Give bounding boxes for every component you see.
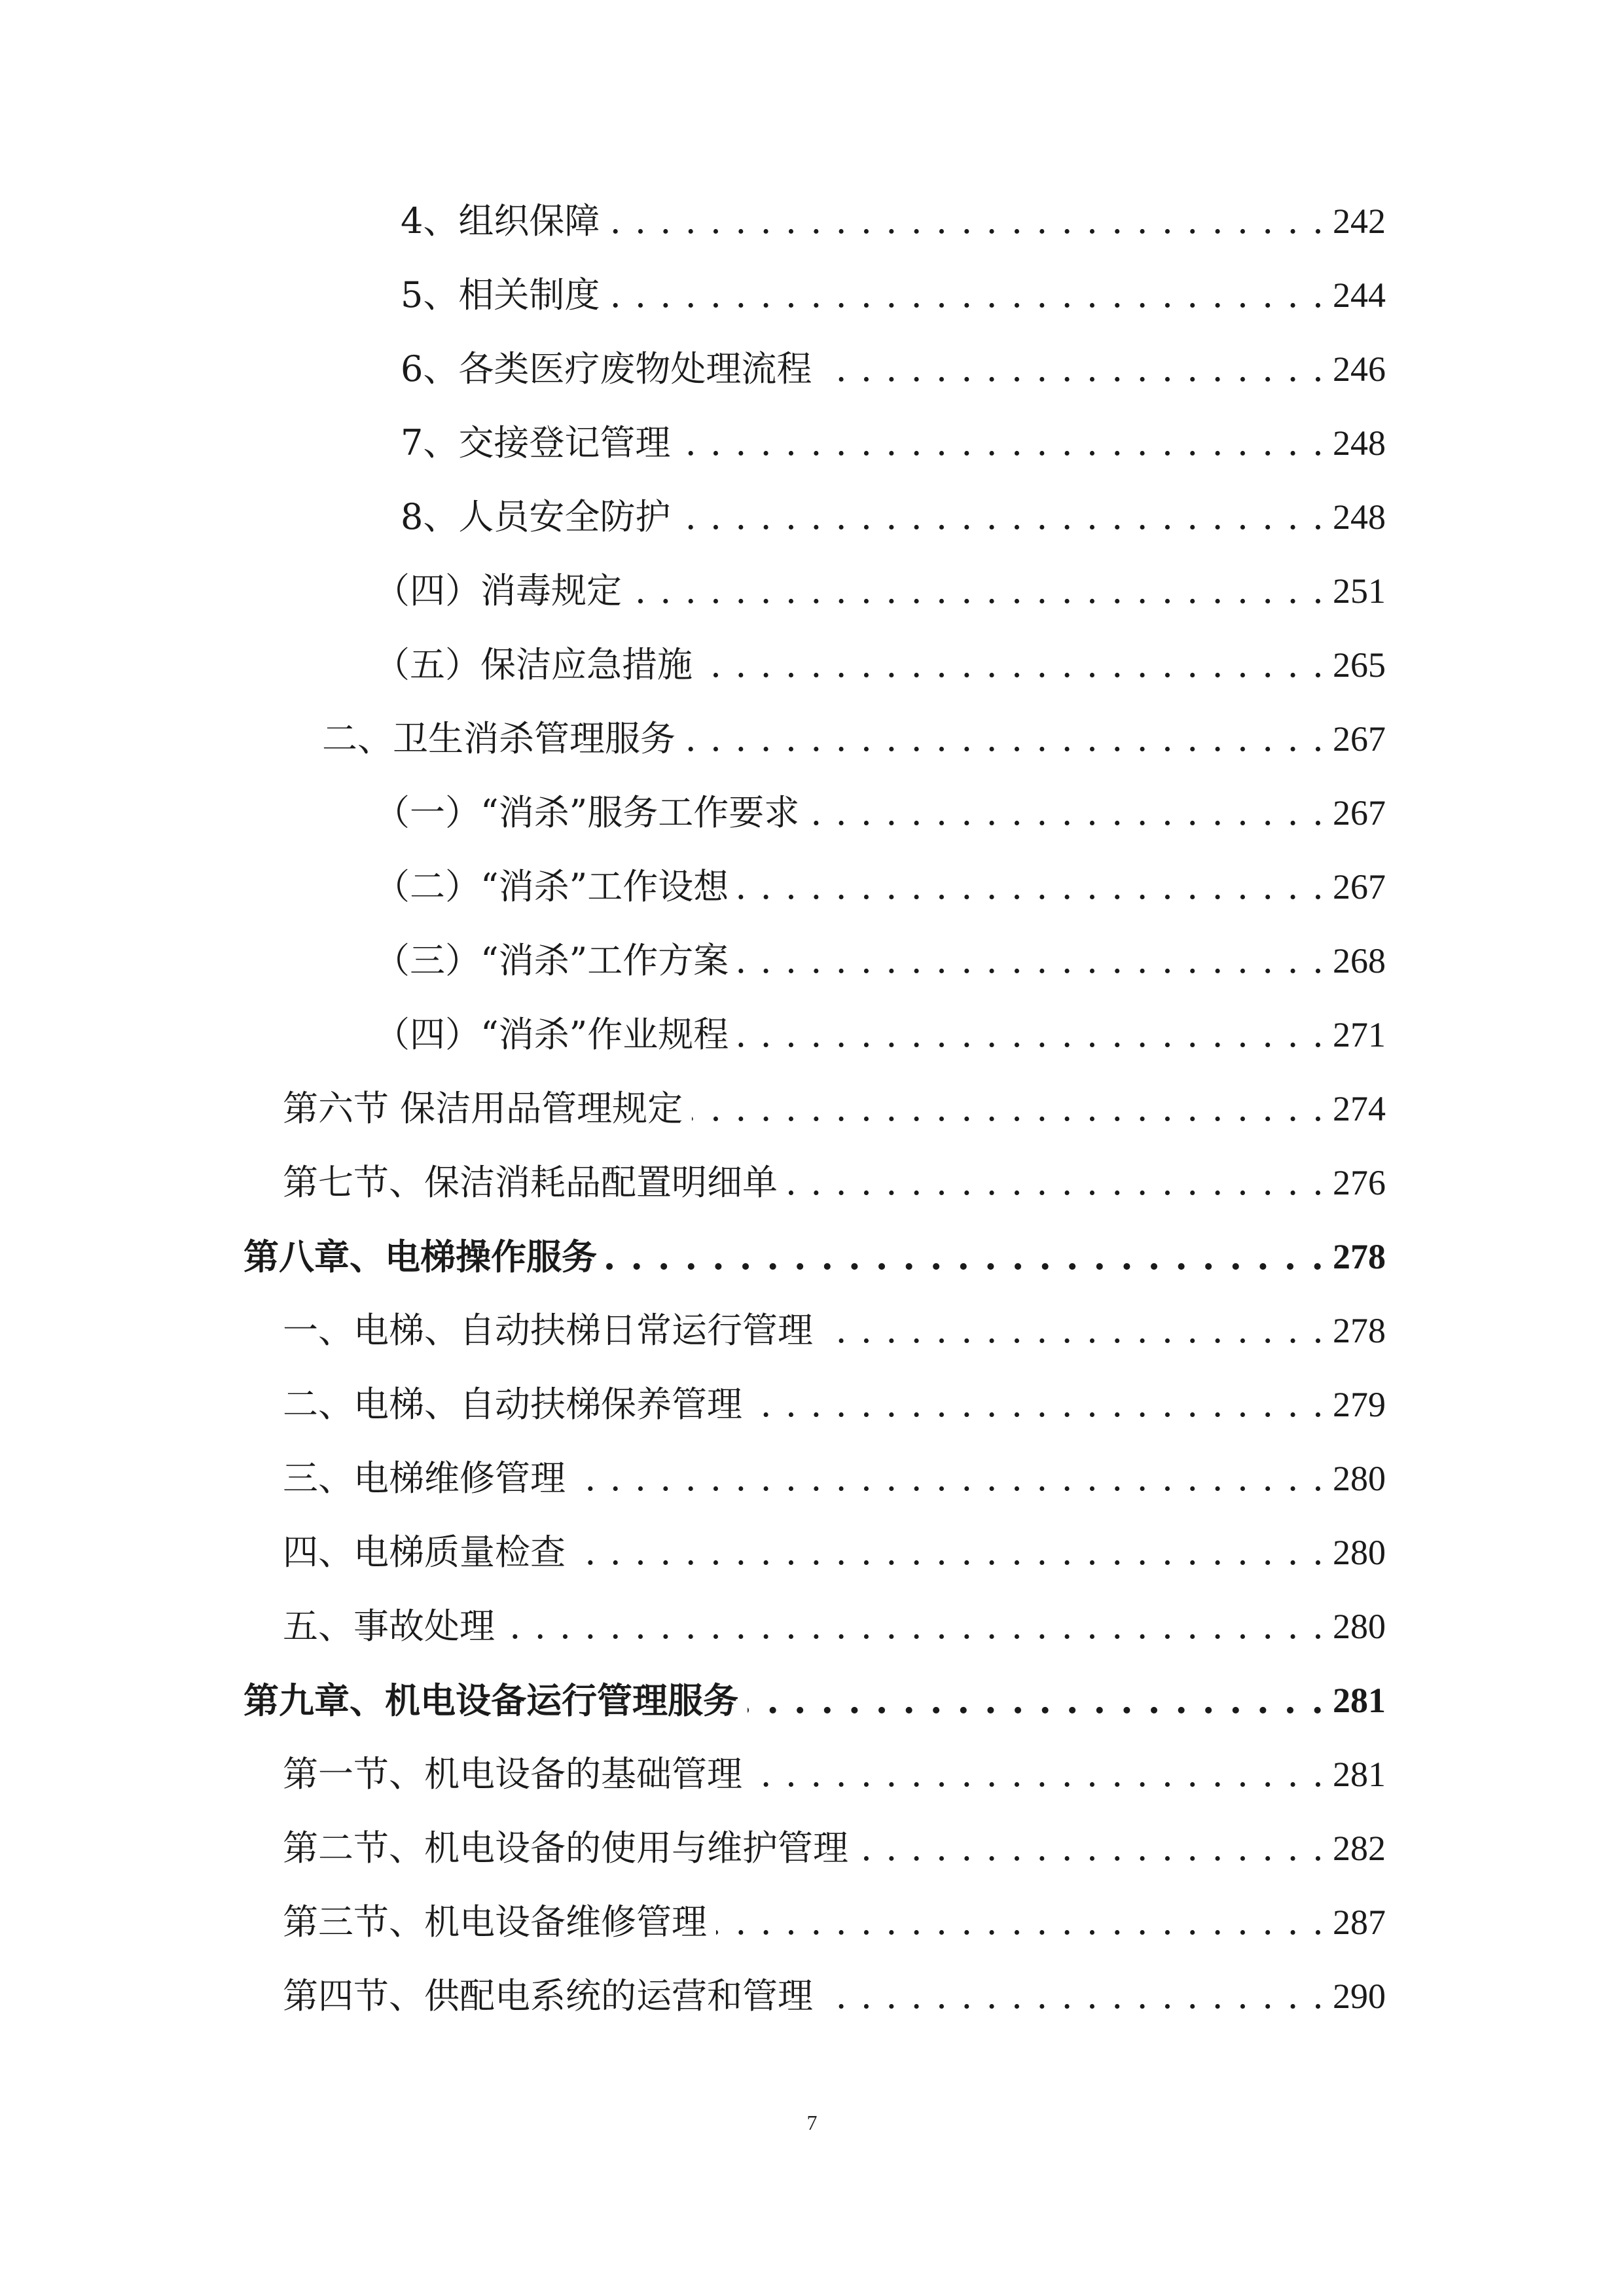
toc-entry-page: 251 — [1333, 571, 1386, 611]
toc-dot-leader — [751, 1378, 1325, 1431]
toc-dot-leader — [679, 417, 1325, 469]
toc-dot-leader — [692, 1083, 1325, 1135]
toc-entry-title: 四、电梯质量检查 — [283, 1532, 566, 1573]
toc-entry[interactable] — [401, 195, 1386, 247]
toc-dot-leader — [748, 1674, 1325, 1727]
toc-dot-leader — [575, 1452, 1325, 1505]
toc-entry[interactable] — [374, 1009, 1386, 1061]
toc-entry[interactable] — [283, 1378, 1386, 1431]
toc-entry[interactable] — [401, 343, 1386, 395]
toc-dot-leader — [787, 1157, 1325, 1209]
toc-entry-page: 268 — [1333, 941, 1386, 980]
toc-dot-leader — [808, 787, 1325, 839]
toc-entry[interactable] — [401, 417, 1386, 469]
toc-entry-title: 一、电梯、自动扶梯日常运行管理 — [283, 1310, 813, 1351]
toc-entry[interactable] — [283, 1970, 1386, 2022]
toc-entry-page: 279 — [1333, 1385, 1386, 1424]
toc-entry-page: 267 — [1333, 867, 1386, 906]
page-number: 7 — [806, 2111, 818, 2134]
toc-entry-title: 第四节、供配电系统的运营和管理 — [283, 1975, 813, 2017]
toc-entry-page: 267 — [1333, 719, 1386, 759]
toc-dot-leader — [738, 1009, 1325, 1061]
toc-entry-title: 五、事故处理 — [283, 1605, 495, 1647]
toc-dot-leader — [738, 935, 1325, 987]
toc-entry[interactable] — [283, 1526, 1386, 1579]
toc-dot-leader — [822, 1970, 1325, 2022]
toc-entry-title: 8、人员安全防护 — [401, 496, 671, 537]
toc-entry-page: 287 — [1333, 1903, 1386, 1942]
toc-entry-title: （四）“消杀”作业规程 — [374, 1014, 729, 1055]
toc-dot-leader — [575, 1526, 1325, 1579]
toc-entry-title: （五）保洁应急措施 — [374, 644, 693, 685]
toc-entry-page: 278 — [1333, 1311, 1386, 1350]
toc-entry[interactable] — [244, 1674, 1386, 1727]
toc-entry[interactable] — [374, 935, 1386, 987]
toc-entry-title: 第一节、机电设备的基础管理 — [283, 1753, 742, 1795]
toc-entry-page: 280 — [1333, 1533, 1386, 1572]
toc-entry-title: 4、组织保障 — [401, 200, 600, 242]
toc-dot-leader — [679, 491, 1325, 543]
toc-entry[interactable] — [322, 713, 1386, 765]
toc-entry-page: 242 — [1333, 202, 1386, 241]
toc-entry[interactable] — [374, 565, 1386, 617]
toc-dot-leader — [822, 1304, 1325, 1357]
toc-entry-title: 6、各类医疗废物处理流程 — [401, 348, 812, 389]
toc-dot-leader — [504, 1600, 1325, 1653]
toc-entry[interactable] — [283, 1083, 1386, 1135]
toc-entry[interactable] — [374, 787, 1386, 839]
toc-entry-title: （一）“消杀”服务工作要求 — [374, 792, 800, 833]
toc-entry-title: （四）消毒规定 — [374, 570, 622, 611]
toc-entry-page: 280 — [1333, 1607, 1386, 1646]
toc-entry-title: 三、电梯维修管理 — [283, 1458, 566, 1499]
toc-entry-title: 7、交接登记管理 — [401, 422, 671, 463]
toc-entry-title: （三）“消杀”工作方案 — [374, 940, 729, 981]
toc-dot-leader — [821, 343, 1325, 395]
toc-dot-leader — [702, 639, 1325, 691]
toc-entry-title: 第九章、机电设备运行管理服务 — [244, 1679, 738, 1721]
toc-dot-leader — [716, 1896, 1325, 1948]
toc-entry-page: 280 — [1333, 1459, 1386, 1498]
toc-entry[interactable] — [283, 1452, 1386, 1505]
toc-dot-leader — [738, 861, 1325, 913]
toc-entry-title: 第八章、电梯操作服务 — [244, 1236, 597, 1278]
toc-entry-title: 第三节、机电设备维修管理 — [283, 1901, 707, 1943]
toc-entry-title: 第六节 保洁用品管理规定 — [283, 1088, 683, 1129]
toc-entry-title: 第七节、保洁消耗品配置明细单 — [283, 1162, 778, 1203]
toc-entry[interactable] — [283, 1157, 1386, 1209]
toc-dot-leader — [857, 1822, 1325, 1874]
toc-entry[interactable] — [283, 1304, 1386, 1357]
toc-entry-page: 281 — [1333, 1681, 1386, 1720]
toc-dot-leader — [685, 713, 1325, 765]
toc-entry-page: 248 — [1333, 497, 1386, 537]
toc-dot-leader — [631, 565, 1325, 617]
toc-entry[interactable] — [283, 1600, 1386, 1653]
toc-entry[interactable] — [374, 861, 1386, 913]
toc-entry-page: 248 — [1333, 423, 1386, 463]
toc-entry-page: 274 — [1333, 1089, 1386, 1128]
toc-entry[interactable] — [283, 1822, 1386, 1874]
toc-entry-page: 282 — [1333, 1829, 1386, 1868]
toc-entry[interactable] — [374, 639, 1386, 691]
toc-entry-page: 281 — [1333, 1755, 1386, 1794]
toc-dot-leader — [609, 195, 1325, 247]
toc-entry-page: 267 — [1333, 793, 1386, 833]
toc-entry[interactable] — [283, 1748, 1386, 1801]
toc-dot-leader — [609, 269, 1325, 321]
toc-entry-page: 246 — [1333, 350, 1386, 389]
toc-entry-title: 第二节、机电设备的使用与维护管理 — [283, 1827, 848, 1869]
toc-entry-title: 二、卫生消杀管理服务 — [322, 718, 676, 759]
toc-entry[interactable] — [244, 1230, 1386, 1283]
toc-entry-page: 276 — [1333, 1163, 1386, 1202]
toc-entry[interactable] — [283, 1896, 1386, 1948]
toc-dot-leader — [751, 1748, 1325, 1801]
toc-entry-page: 278 — [1333, 1237, 1386, 1276]
toc-entry[interactable] — [401, 491, 1386, 543]
toc-dot-leader — [606, 1230, 1325, 1283]
toc-entry[interactable] — [401, 269, 1386, 321]
toc-entry-page: 290 — [1333, 1977, 1386, 2016]
toc-entry-page: 265 — [1333, 645, 1386, 685]
toc-entry-title: 二、电梯、自动扶梯保养管理 — [283, 1384, 742, 1425]
toc-entry-page: 271 — [1333, 1015, 1386, 1054]
toc-entry-title: （二）“消杀”工作设想 — [374, 866, 729, 907]
toc-entry-page: 244 — [1333, 276, 1386, 315]
toc-entry-title: 5、相关制度 — [401, 274, 600, 315]
